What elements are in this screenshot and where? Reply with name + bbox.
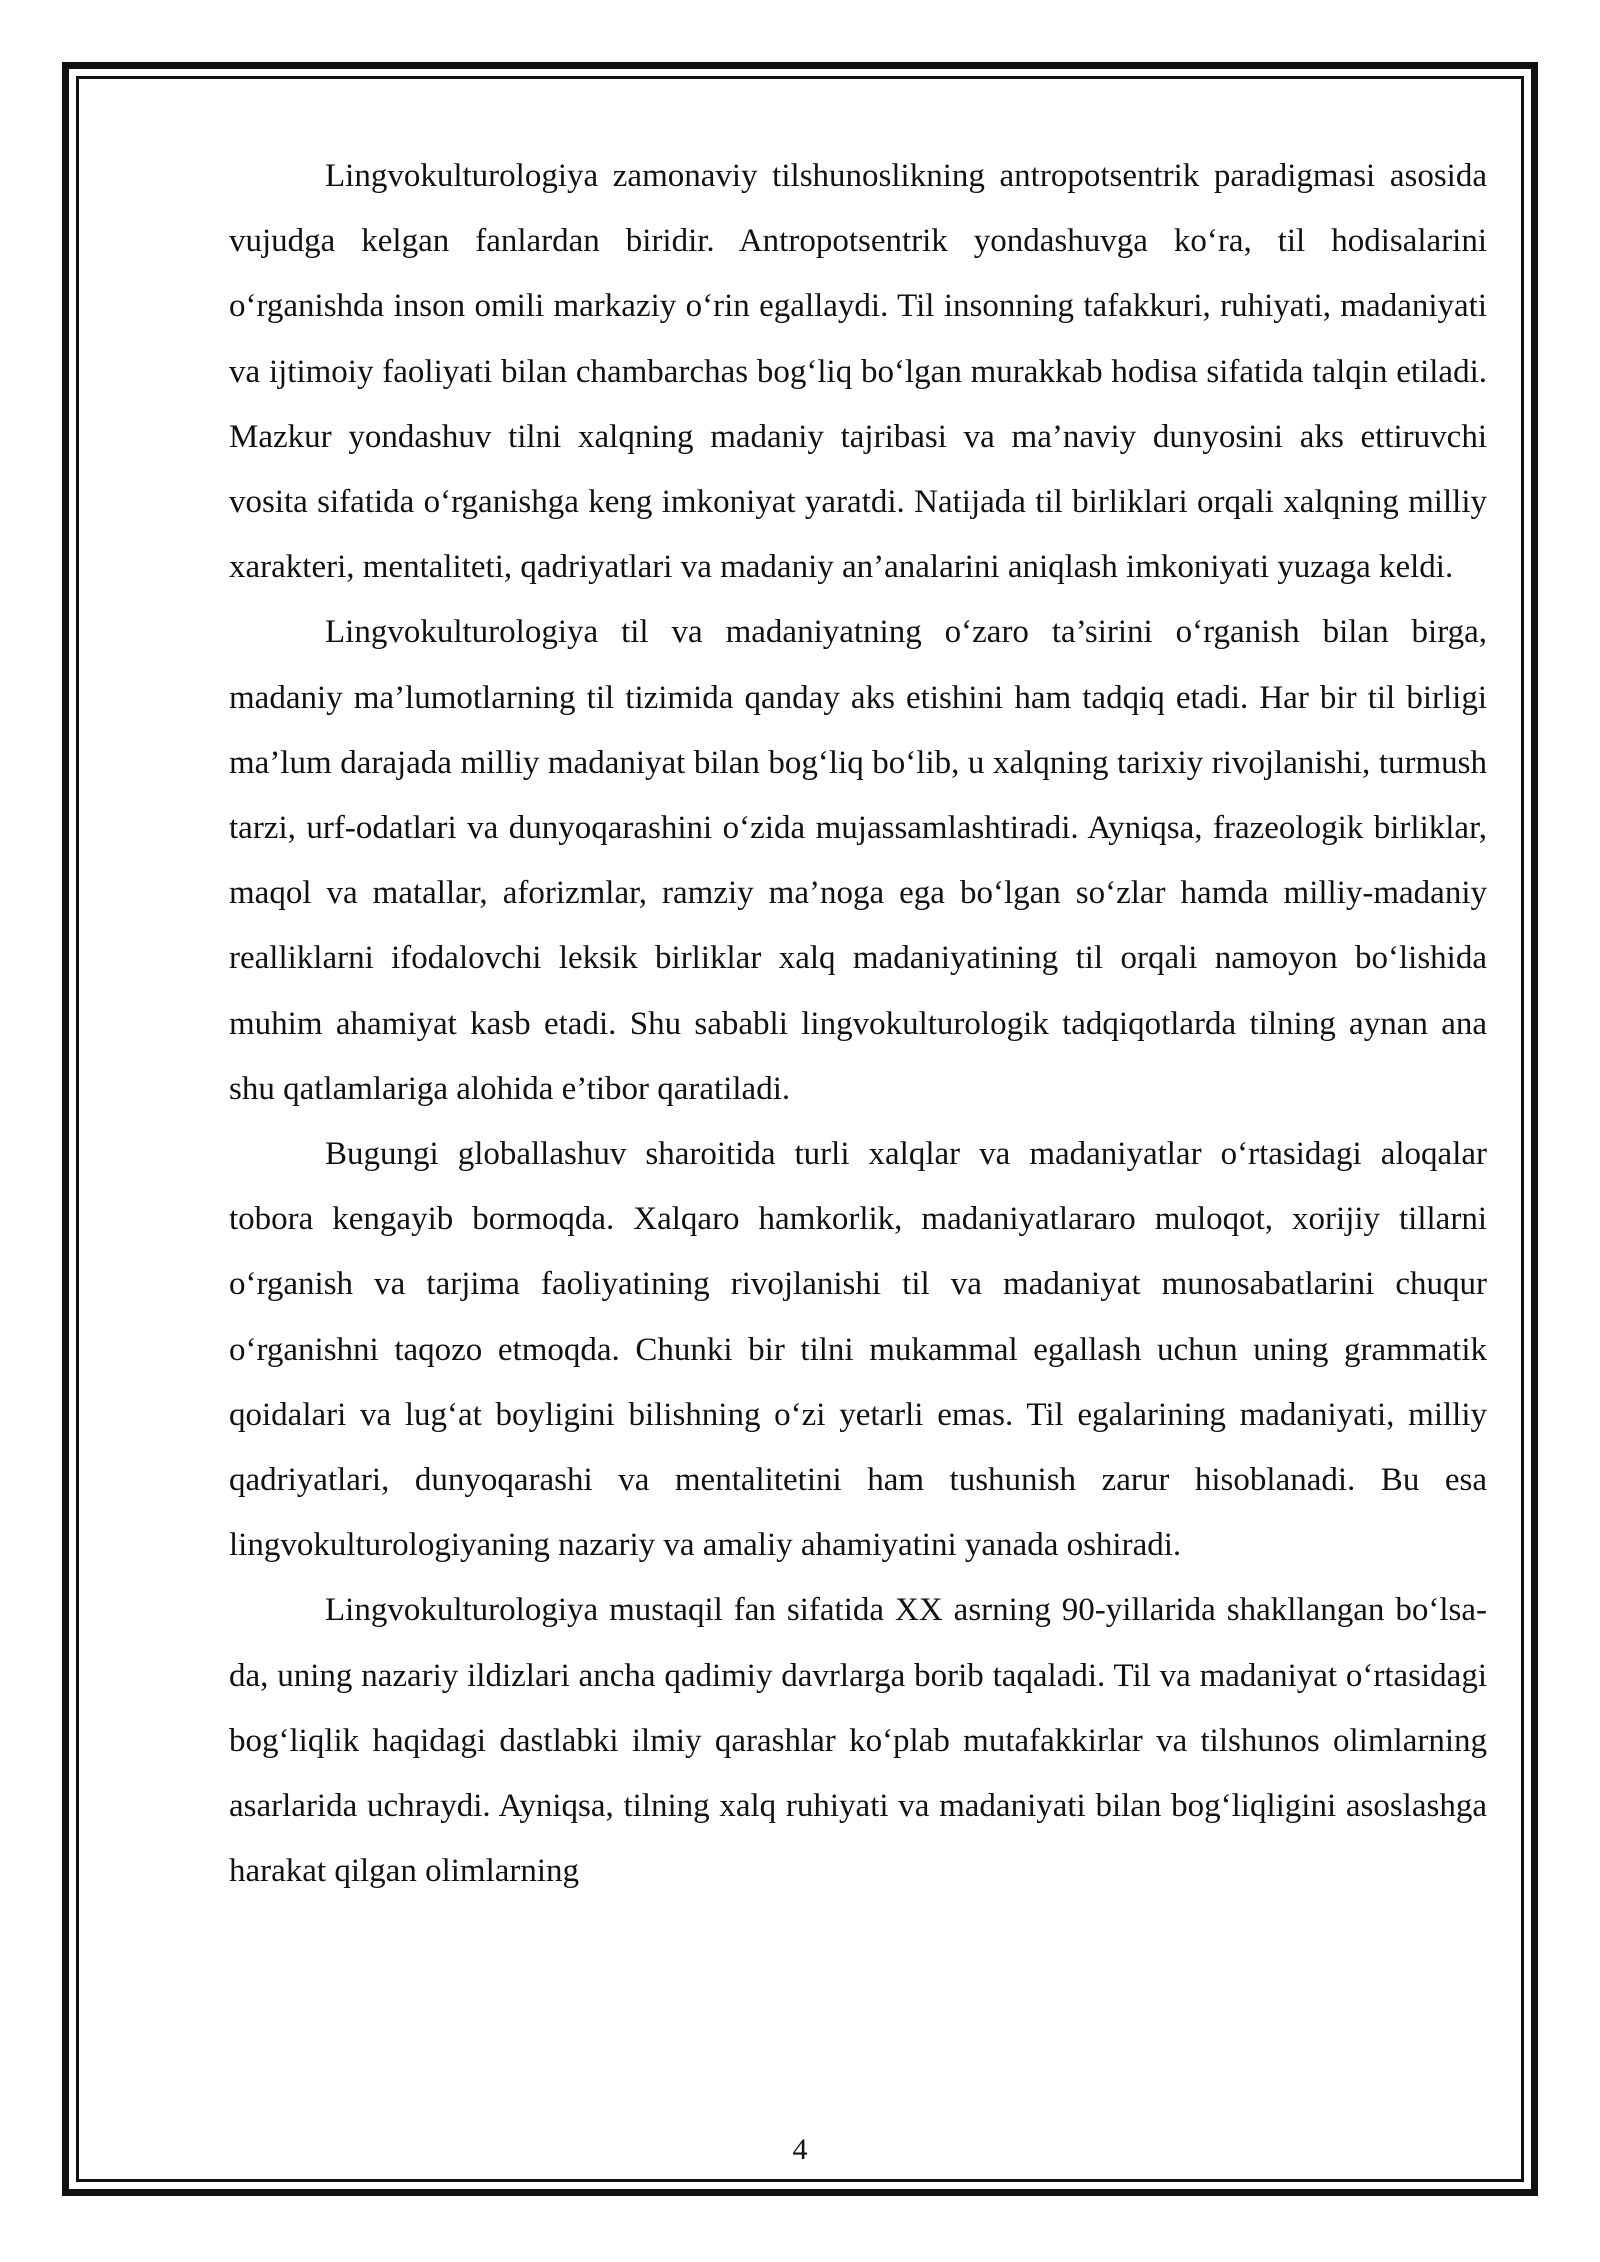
paragraph-1: Lingvokulturologiya zamonaviy tilshunoslikning antropotsentrik paradigmasi asosida vujudga kelgan fanlardan biridir. Antropotsentrik yondashuvga ko‘ra, til hodisalarini o‘rganishda inson omili markaziy o‘rin egallaydi. Til insonning tafakkuri, ruhiyati, madaniyati va ijtimoiy faoliyati bilan chambarchas bog‘liq bo‘lgan murakkab hodisa sifatida talqin etiladi. Mazkur yondashuv tilni xalqning madaniy tajribasi va ma’naviy dunyosini aks ettiruvchi vosita sifatida o‘rganishga keng imkoniyat yaratdi. Natijada til birliklari orqali xalqning milliy xarakteri, mentaliteti, qadriyatlari va madaniy an’analarini aniqlash imkoniyati yuzaga keldi. [229,158,1487,586]
document-body [229,144,1487,1904]
paragraph-4: Lingvokulturologiya mustaqil fan sifatida XX asrning 90-yillarida shakllangan bo‘lsa-da, uning nazariy ildizlari ancha qadimiy davrlarga borib taqaladi. Til va madaniyat o‘rtasidagi bog‘liqlik haqidagi dastlabki ilmiy qarashlar ko‘plab mutafakkirlar va tilshunos olimlarning asarlarida uchraydi. Ayniqsa, tilning xalq ruhiyati va madaniyati bilan bog‘liqligini asoslashga harakat qilgan olimlarning [229,1592,1487,1890]
paragraph-2: Lingvokulturologiya til va madaniyatning o‘zaro ta’sirini o‘rganish bilan birga, madaniy ma’lumotlarning til tizimida qanday aks etishini ham tadqiq etadi. Har bir til birligi ma’lum darajada milliy madaniyat bilan bog‘liq bo‘lib, u xalqning tarixiy rivojlanishi, turmush tarzi, urf-odatlari va dunyoqarashini o‘zida mujassamlashtiradi. Ayniqsa, frazeologik birliklar, maqol va matallar, aforizmlar, ramziy ma’noga ega bo‘lgan so‘zlar hamda milliy-madaniy realliklarni ifodalovchi leksik birliklar xalq madaniyatining til orqali namoyon bo‘lishida muhim ahamiyat kasb etadi. Shu sababli lingvokulturologik tadqiqotlarda tilning aynan ana shu qatlamlariga alohida e’tibor qaratiladi. [229,614,1487,1107]
page-number: 4 [792,2133,808,2166]
paragraph-3: Bugungi globallashuv sharoitida turli xalqlar va madaniyatlar o‘rtasidagi aloqalar tobora kengayib bormoqda. Xalqaro hamkorlik, madaniyatlararo muloqot, xorijiy tillarni o‘rganish va tarjima faoliyatining rivojlanishi til va madaniyat munosabatlarini chuqur o‘rganishni taqozo etmoqda. Chunki bir tilni mukammal egallash uchun uning grammatik qoidalari va lug‘at boyligini bilishning o‘zi yetarli emas. Til egalarining madaniyati, milliy qadriyatlari, dunyoqarashi va mentalitetini ham tushunish zarur hisoblanadi. Bu esa lingvokulturologiyaning nazariy va amaliy ahamiyatini yanada oshiradi. [229,1136,1487,1564]
